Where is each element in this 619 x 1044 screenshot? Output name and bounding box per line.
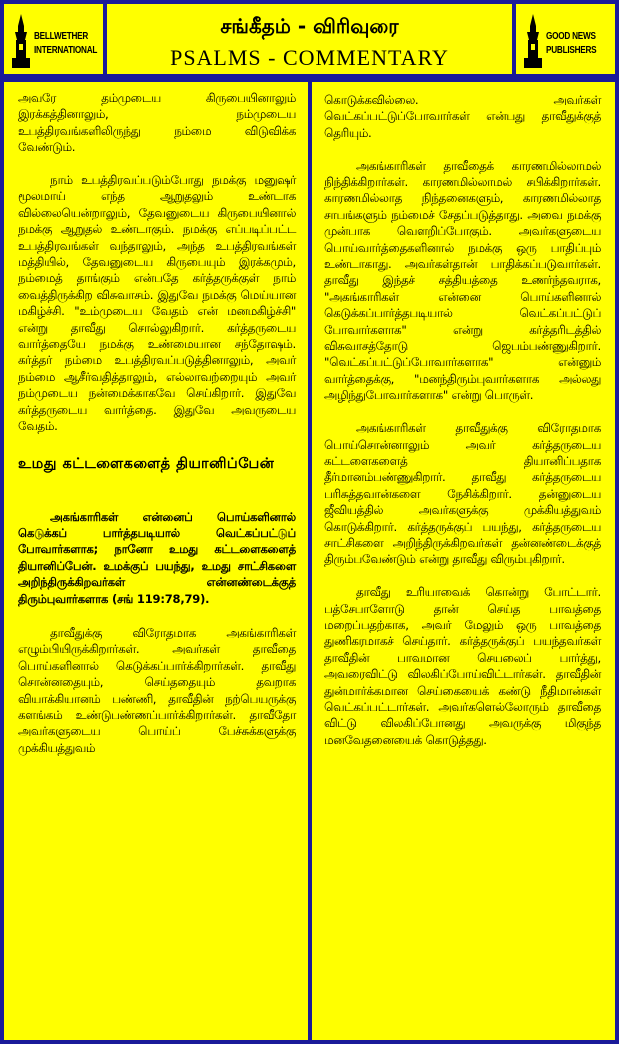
page-title-english: PSALMS - COMMENTARY [170, 45, 449, 70]
paragraph: அகங்காரிகள் தாவீதுக்கு விரோதமாக பொய்சொன்னாலும் அவர் கர்த்தருடைய கட்டளைகளைத் தியானிப்பதாக தீர்மானம்பண்ணுகிறார். தாவீது கர்த்தருடைய பரிசுத்தவான்களை நேசிக்கிறார். தன்னுடைய ஜீவியத்தில் அவர்களுக்கு முக்கியத்துவம் கொடுக்கிறார். கர்த்தருக்குப் பயந்து, கர்த்தருடைய சாட்சிகளை அறிந்திருக்கிறவர்கள் தன்னண்டைக்குத் திரும்பவேண்டும் என்று தாவீது விரும்புகிறார். [324, 421, 601, 567]
publisher-logo-left-box [0, 0, 107, 78]
left-column-content [18, 90, 296, 756]
paragraph: அவரே தம்முடைய கிருபையினாலும் இரக்கத்தினாலும், நம்முடைய உபத்திரவங்களிலிருந்து நம்மை விடுவிக்க வேண்டும். [18, 91, 296, 155]
paragraph: நாம் உபத்திரவப்படும்போது நமக்கு மனுஷர் மூலமாய் எந்த ஆறுதலும் உண்டாக வில்லையென்றாலும், தேவனுடைய கிருபையினால் நமக்கு ஆறுதல் உண்டாகும். நமக்கு எப்படிப்பட்ட உபத்திரவங்கள் வந்தாலும், அந்த உபத்திரவங்கள் மத்தியில், தேவனுடைய கிருபையும் இரக்கமும், நம்மைத் தாங்கும் என்பதே கர்த்தருக்குள் நாம் வைத்திருக்கிற விசுவாசம். இதுவே நமக்கு மெய்யான மகிழ்ச்சி. "உம்முடைய வேதம் என் மனமகிழ்ச்சி" என்று தாவீது சொல்லுகிறார். கர்த்தருடைய வார்த்தையே நமக்கு உண்மையான சந்தோஷம். கர்த்தர் நம்மை உபத்திரவப்படுத்தினாலும், அவர் நம்மை ஆசீர்வதித்தாலும், எல்லாவற்றையும் அவர் நம்முடைய நன்மைக்காகவே செய்கிறார். இதுவே கர்த்தருடைய வார்த்தை. இதுவே அவருடைய வேதம். [18, 173, 296, 434]
bellwether-logo [10, 14, 100, 70]
left-column [0, 78, 312, 1044]
bellwether-tower-icon [10, 14, 32, 70]
good-news-tower-icon [522, 14, 544, 70]
paragraph: அகங்காரிகள் தாவீதைக் காரணமில்லாமல் நிந்திக்கிறார்கள். காரணமில்லாமல் சபிக்கிறார்கள். காரணமில்லாத நிந்தனைகளும், காரணமில்லாத சாபங்களும் நம்மைச் சேதப்படுத்தாது. அவை நமக்கு முன்பாக வெளறிப்போகும். அவர்களுடைய பொய்வார்த்தைகளினால் நமக்கு ஒரு பாதிப்பும் உண்டாகாது. அவர்கள்தான் பாதிக்கப்படுவார்கள். தாவீது இந்தச் சத்தியத்தை உணர்ந்தவராக, "அகங்காரிகள் என்னை பொய்களினால் கெடுக்கப்பார்த்தபடியால் வெட்கப்பட்டுப் போவார்களாக" என்று கர்த்தரிடத்தில் விசுவாசத்தோடு ஜெபம்பண்ணுகிறார். "வெட்கப்பட்டுப்போவார்களாக" என்னும் வார்த்தைக்கு, "மனந்திரும்புவார்களாக அல்லது அழிந்துபோவார்களாக" என்று பொருள். [324, 158, 601, 403]
publisher-logo-right-box [512, 0, 619, 78]
logo-right-line2: PUBLISHERS [546, 45, 597, 56]
page-header [0, 0, 619, 78]
good-news-logo [522, 14, 612, 70]
section-heading: உமது கட்டளைகளைத் தியானிப்பேன் [18, 455, 275, 472]
paragraph: தாவீதுக்கு விரோதமாக அகங்காரிகள் எழும்பியிருக்கிறார்கள். அவர்கள் தாவீதை பொய்களினால் கெடுக்கப்பார்க்கிறார்கள். தாவீது சொன்னதையும், செய்ததையும் தவறாக வியாக்கியானம் பண்ணி, தாவீதின் நற்பெயருக்கு களங்கம் உண்டுபண்ணப்பார்க்கிறார்கள். தாவீதோ அவர்களுடைய பொய்ப் பேச்சுக்களுக்கு முக்கியத்துவம் [18, 625, 296, 755]
paragraph: கொடுக்கவில்லை. அவர்கள் வெட்கப்பட்டுப்போவார்கள் என்பது தாவீதுக்குத் தெரியும். [324, 93, 601, 140]
page-title-tamil: சங்கீதம் - விரிவுரை [220, 14, 399, 38]
title-box [103, 0, 516, 78]
logo-left-line2: INTERNATIONAL [34, 45, 98, 56]
logo-right-line1: GOOD NEWS [546, 31, 596, 42]
paragraph: தாவீது உரியாவைக் கொன்று போட்டார். பத்சேபாளோடு தான் செய்த பாவத்தை மறைப்பதற்காக, அவர் மேலும் ஒரு பாவத்தை துணிகரமாகச் செய்தார். கர்த்தருக்குப் பயந்தவர்கள் தாவீதின் பாவமான செயலைப் பார்த்து, அவரைவிட்டு விலகிப்போய்விட்டார்கள். தாவீதின் துன்மார்க்கமான செய்கையைக் கண்டு நீதிமான்கள் வெட்கப்பட்டார்கள். அவர்களெல்லோரும் தாவீதை விட்டு விலகிப்போனது அவருக்கு மிகுந்த மனவேதனையைக் கொடுத்தது. [324, 585, 601, 747]
logo-left-line1: BELLWETHER [34, 31, 89, 42]
right-column [308, 78, 619, 1044]
scripture-verse: அகங்காரிகள் என்னைப் பொய்களினால் கெடுக்கப் பார்த்தபடியால் வெட்கப்பட்டுப் போவார்களாக; நானோ உமது கட்டளைகளைத் தியானிப்பேன். உமக்குப் பயந்து, உமது சாட்சிகளை அறிந்திருக்கிறவர்கள் என்னண்டைக்குத் திரும்புவார்களாக (சங் 119:78,79). [18, 509, 296, 606]
right-column-content [324, 92, 601, 748]
